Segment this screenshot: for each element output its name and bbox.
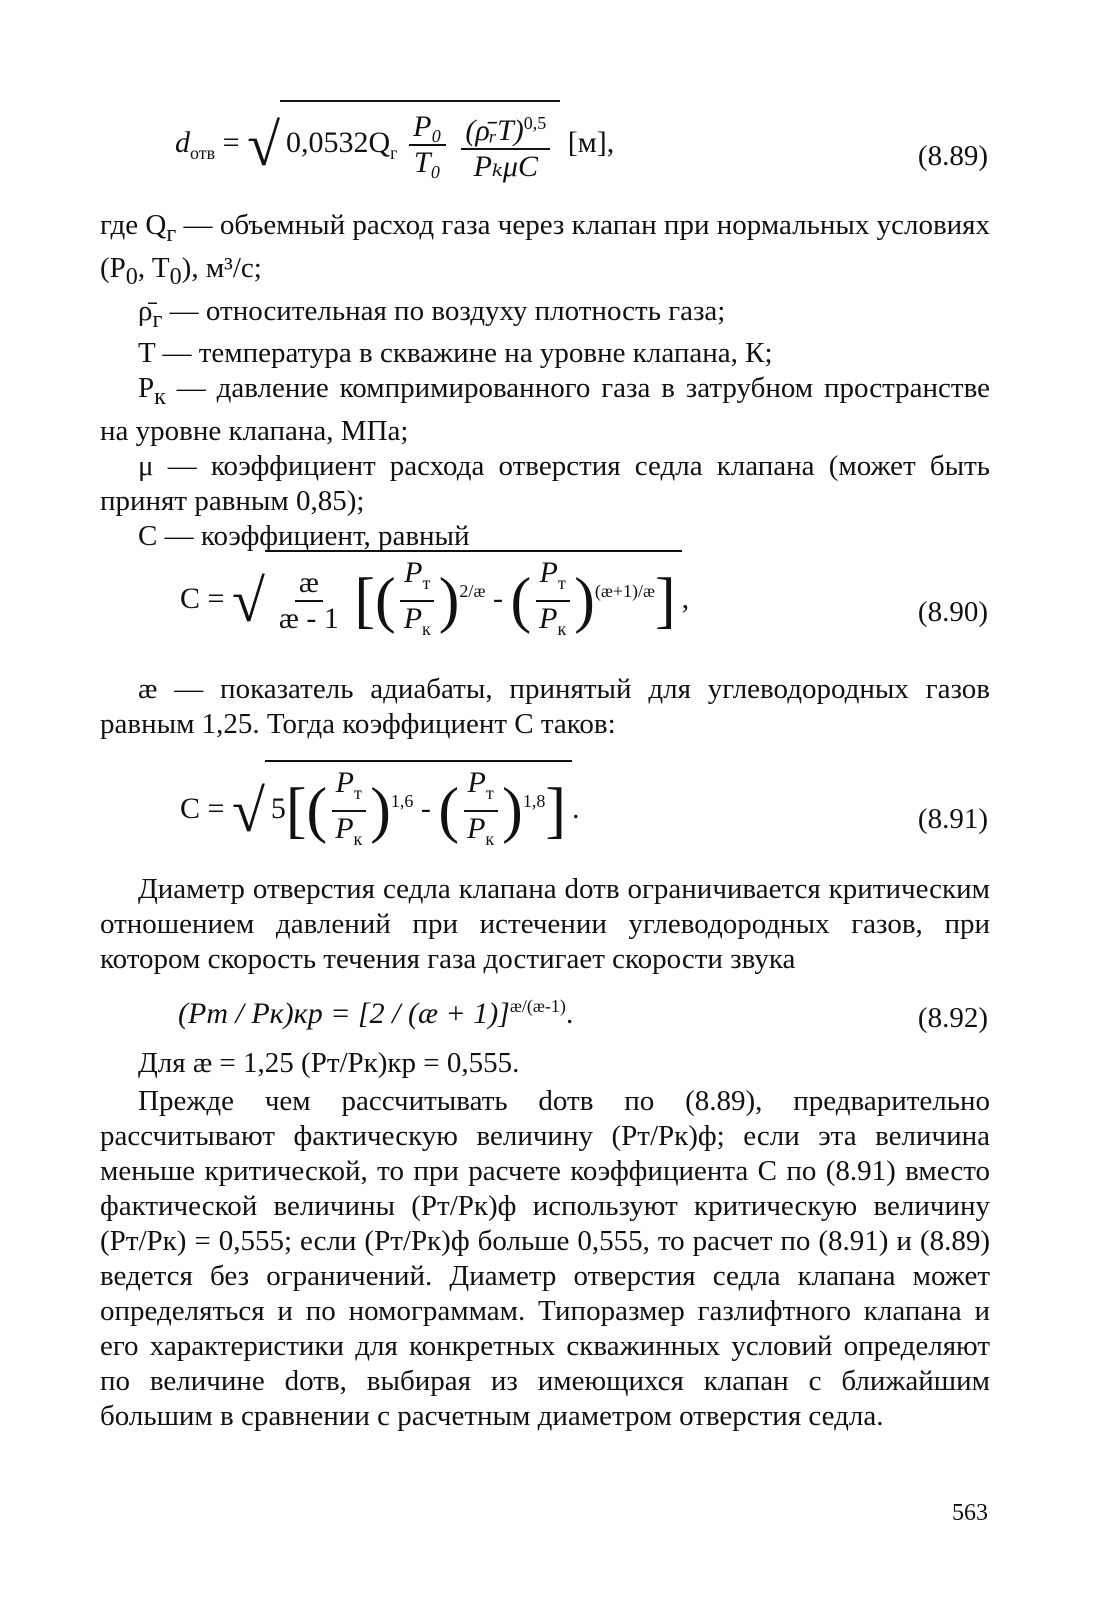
- paragraph-adiabat: æ — показатель адиабаты, принятый для углеводородных газов равным 1,25. Тогда коэффициент C таков:: [100, 673, 990, 740]
- equation-number-8-92: (8.92): [917, 1002, 988, 1034]
- definition-rho: $\rhō_г$ — относительная по воздуху плотность газа;: [138, 294, 726, 333]
- paragraph-critical-value: Для æ = 1,25 (Pт/Pк)кр = 0,555.: [138, 1047, 520, 1079]
- equation-8-92: (Pт / Pк)кр = [2 / (æ + 1)]$^{æ/(æ-1)}$.: [178, 996, 574, 1030]
- definition-pk: $P_к$ — давление компримированного газа в затрубном пространстве на уровне клапана, МПа;: [100, 372, 990, 448]
- definitions-block: [100, 208, 990, 554]
- definition-mu: μ — коэффициент расхода отверстия седла клапана (может быть принят равным 0,85);: [100, 450, 990, 518]
- equation-number-8-90: (8.90): [917, 596, 988, 628]
- equation-number-8-89: (8.89): [917, 140, 988, 172]
- equation-8-90: C = √ $\frac{æ}{æ - 1}$ [( $\frac{P_т}{P_к}$ )$^{2/æ}$ - ( $\frac{P_т}{P_к}$ )$^{(æ+1)/æ}$] ,: [180, 550, 689, 648]
- equation-8-89: $d_{отв}$ = √ $0,0532Q_г$ $\frac{\text{P₀}}{\text{T₀}}$ $\frac{(\rhōᵣT)^{0,5}}{\text{PₖμC}}$ [м],: [175, 100, 614, 186]
- equation-8-91: C = √ 5[( $\frac{P_т}{P_к}$ )$^{1,6}$ - ( $\frac{P_т}{P_к}$ )$^{1,8}$] .: [180, 760, 579, 858]
- definition-t: T — температура в скважине на уровне клапана, К;: [138, 337, 773, 370]
- definition-c: C — коэффициент, равный: [138, 520, 470, 553]
- paragraph-procedure: Прежде чем рассчитывать dотв по (8.89), предварительно рассчитывают фактическую величину (Pт/Pк)ф; если эта величина меньше критической, то при расчете коэффициента C по (8.91) вместо фактической величины (Pт/Pк)ф используют критическую величину (Pт/Pк) = 0,555; если (Pт/Pк)ф больше 0,555, то расчет по (8.91) и (8.89) ведется без ограничений. Диаметр отверстия седла клапана может определяться и по номограммам. Типоразмер газлифтного клапана и его характеристики для конкретных скважинных условий определяют по величине dотв, выбирая из имеющихся клапан с ближайшим большим в сравнении с расчетным диаметром отверстия седла.: [100, 1085, 990, 1432]
- page-number: 563: [952, 1500, 988, 1526]
- definition-qg: где $Q_г$ — объемный расход газа через клапан при нормальных условиях ($P_0$, $T_0$), м³/с;: [100, 209, 991, 290]
- equation-number-8-91: (8.91): [917, 803, 988, 835]
- paragraph-diameter: Диаметр отверстия седла клапана dотв ограничивается критическим отношением давлений при истечении углеводородных газов, при котором скорость течения газа достигает скорости звука: [100, 873, 990, 975]
